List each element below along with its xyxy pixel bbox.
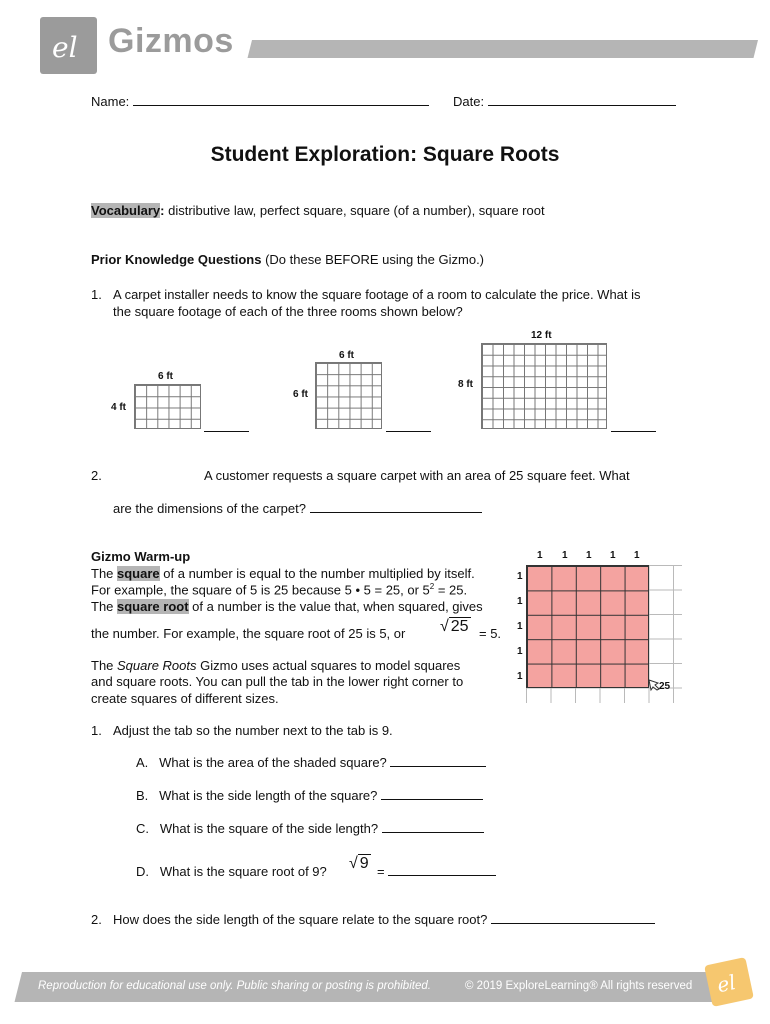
part-b-text: What is the side length of the square?: [159, 788, 378, 803]
warmup-q1-text: Adjust the tab so the number next to the tab is 9.: [113, 723, 393, 738]
part-a-text: What is the area of the shaded square?: [159, 755, 387, 770]
part-c: [136, 821, 484, 836]
side-label-5: 1: [517, 671, 523, 682]
warmup-p7: create squares of different sizes.: [91, 691, 279, 706]
prior-q2-answer-line[interactable]: [310, 501, 482, 513]
warmup-q1-number: 1.: [91, 723, 102, 738]
part-a-letter: A.: [136, 755, 149, 770]
explorelearning-logo-icon: [704, 957, 754, 1007]
room2-height-label: 6 ft: [293, 389, 308, 400]
top-label-5: 1: [634, 550, 640, 561]
warmup-p3-b: of a number is the value that, when squared, gives: [188, 599, 483, 614]
room3-height-label: 8 ft: [458, 379, 473, 390]
part-b-answer-line[interactable]: [381, 788, 483, 800]
date-field[interactable]: [453, 94, 676, 109]
warmup-p3-a: The: [91, 599, 118, 614]
part-a: [136, 755, 486, 770]
name-label: Name:: [91, 94, 130, 109]
vocabulary-colon: :: [160, 203, 165, 218]
top-label-3: 1: [586, 550, 592, 561]
gizmos-logo-icon: [40, 17, 97, 74]
part-d-answer: [377, 864, 496, 879]
warmup-p5-b: Gizmo uses actual squares to model squares: [196, 658, 461, 673]
vocabulary-label: Vocabulary: [91, 203, 161, 218]
sqrt-25: √ 25: [440, 618, 469, 635]
warmup-p6: and square roots. You can pull the tab in the lower right corner to: [91, 674, 464, 689]
footer-notice: Reproduction for educational use only. Public sharing or posting is prohibited.: [38, 980, 431, 992]
warmup-q2-answer-line[interactable]: [491, 912, 655, 924]
side-label-3: 1: [517, 621, 523, 632]
room2-answer-line[interactable]: [386, 430, 431, 432]
top-label-2: 1: [562, 550, 568, 561]
sqrt-9-radicand: 9: [359, 855, 369, 872]
part-c-text: What is the square of the side length?: [159, 821, 379, 836]
date-line[interactable]: [488, 94, 676, 106]
prior-q2-number: 2.: [91, 468, 102, 483]
side-label-2: 1: [517, 596, 523, 607]
part-d-equals: =: [377, 864, 385, 879]
prior-heading-text: Prior Knowledge Questions: [91, 252, 262, 267]
top-label-4: 1: [610, 550, 616, 561]
tab-value-label: 25: [659, 681, 671, 692]
square-roots-figure: [512, 546, 682, 706]
part-d: [136, 864, 327, 879]
prior-q1-number: 1.: [91, 287, 102, 302]
warmup-heading: Gizmo Warm-up: [91, 549, 191, 564]
part-d-answer-line[interactable]: [388, 864, 496, 876]
room3-width-label: 12 ft: [531, 330, 552, 341]
warmup-p4: the number. For example, the square root of 25 is 5, or: [91, 626, 406, 641]
term-square: square: [117, 566, 160, 581]
shaded-square: [526, 565, 649, 688]
warmup-p1-a: The: [91, 566, 118, 581]
warmup-p1-b: of a number is equal to the number multiplied by itself.: [159, 566, 475, 581]
prior-note: (Do these BEFORE using the Gizmo.): [265, 252, 485, 267]
part-c-letter: C.: [136, 821, 149, 836]
top-label-1: 1: [537, 550, 543, 561]
name-field[interactable]: [91, 94, 429, 109]
room1-width-label: 6 ft: [158, 371, 173, 382]
side-label-1: 1: [517, 571, 523, 582]
warmup-p5: [91, 658, 460, 673]
warmup-p2-sup: 2: [429, 582, 435, 591]
prior-q2-line2: [113, 501, 482, 516]
sqrt-25-radicand: 25: [450, 618, 469, 635]
svg-text:el: el: [714, 969, 738, 998]
room2-grid: [315, 362, 382, 429]
prior-knowledge-heading: [91, 252, 484, 267]
prior-q2-text: are the dimensions of the carpet?: [113, 501, 306, 516]
vocabulary: [91, 203, 545, 218]
room1-grid: [134, 384, 201, 429]
name-line[interactable]: [133, 94, 429, 106]
vocabulary-terms: distributive law, perfect square, square (of a number), square root: [168, 203, 545, 218]
warmup-p2-b: = 25.: [434, 582, 468, 598]
sqrt-9: √ 9: [349, 855, 369, 872]
header-bar: [248, 40, 758, 58]
part-c-answer-line[interactable]: [382, 821, 484, 833]
prior-q2-line1: A customer requests a square carpet with an area of 25 square feet. What: [204, 468, 630, 483]
warmup-p1: [91, 566, 475, 581]
warmup-q2-number: 2.: [91, 912, 102, 927]
side-label-4: 1: [517, 646, 523, 657]
warmup-q2-text: How does the side length of the square relate to the square root?: [113, 912, 488, 927]
svg-text:el: el: [52, 31, 78, 64]
warmup-p2: [91, 582, 467, 597]
warmup-p4-equals: = 5.: [479, 626, 502, 641]
warmup-q2: [113, 912, 655, 927]
gizmo-name: Square Roots: [117, 658, 197, 673]
term-square-root: square root: [117, 599, 189, 614]
room3-answer-line[interactable]: [611, 430, 656, 432]
part-d-text: What is the square root of 9?: [159, 864, 327, 879]
warmup-p3: [91, 599, 483, 614]
prior-q1-line2: the square footage of each of the three rooms shown below?: [113, 304, 463, 319]
part-b: [136, 788, 483, 803]
prior-q1-line1: A carpet installer needs to know the square footage of a room to calculate the price. What is: [113, 287, 641, 302]
brand-name: Gizmos: [108, 22, 234, 60]
date-label: Date:: [453, 94, 485, 109]
page-title: Student Exploration: Square Roots: [210, 143, 560, 166]
room1-height-label: 4 ft: [111, 402, 126, 413]
part-a-answer-line[interactable]: [390, 755, 486, 767]
part-d-letter: D.: [136, 864, 149, 879]
room2-width-label: 6 ft: [339, 350, 354, 361]
footer-copyright: © 2019 ExploreLearning® All rights reserved: [465, 980, 693, 992]
room3-grid: [481, 343, 607, 429]
part-b-letter: B.: [136, 788, 149, 803]
warmup-p5-a: The: [91, 658, 118, 673]
room1-answer-line[interactable]: [204, 430, 249, 432]
warmup-p2-a: For example, the square of 5 is 25 because 5 • 5 = 25, or 5: [91, 582, 430, 598]
